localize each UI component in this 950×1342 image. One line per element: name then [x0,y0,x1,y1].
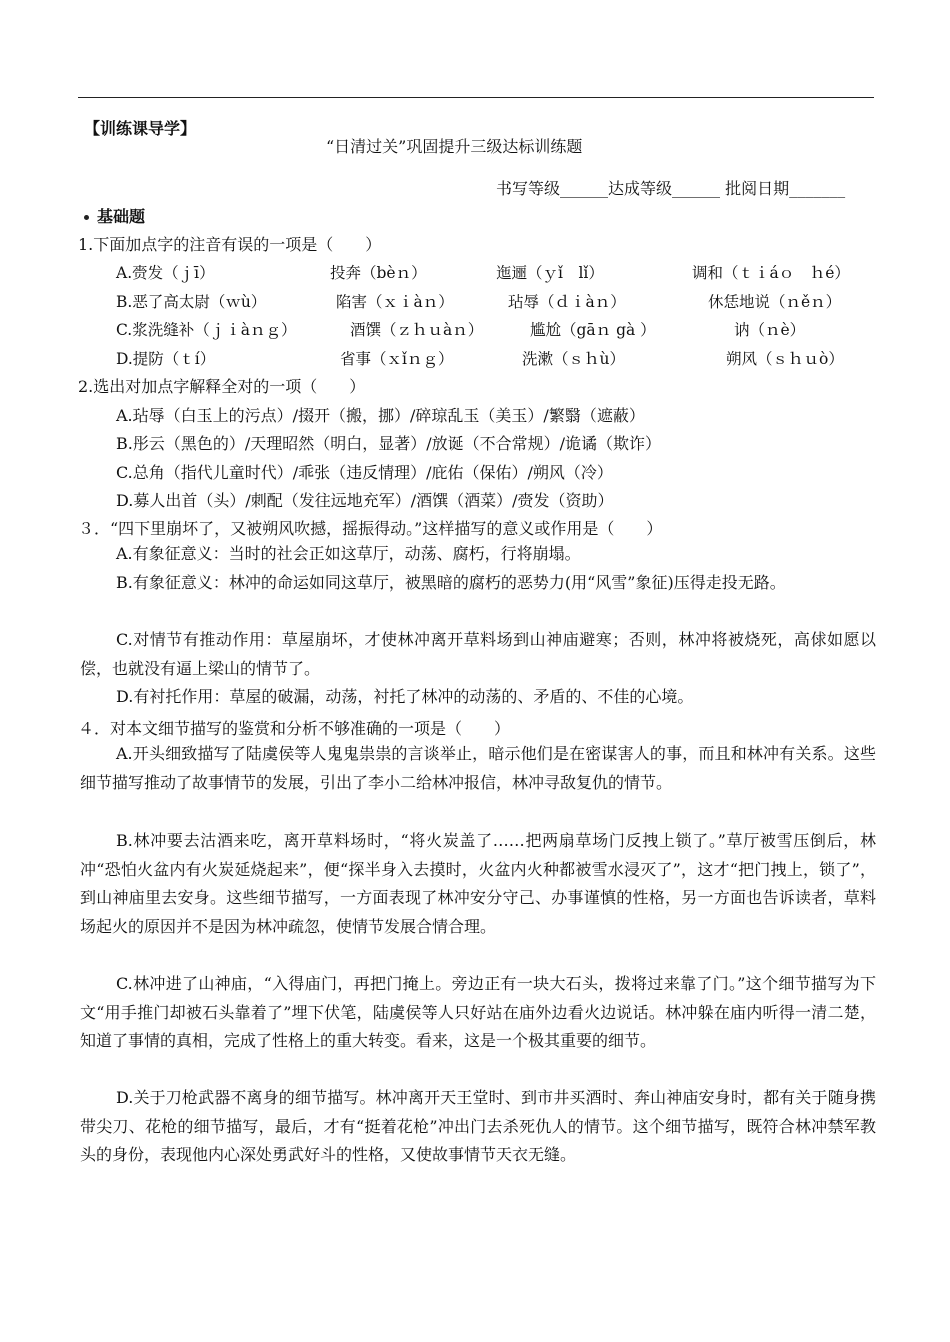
q1-option-d-2: 省事（ｘǐｎｇ） [340,350,454,368]
section-heading [84,204,145,227]
q2-option-d: D.募人出首（头）/刺配（发往远地充军）/酒馔（酒菜）/赍发（资助） [116,491,614,510]
q4-option-c: C.林冲进了山神庙，“入得庙门，再把门掩上。旁边正有一块大石头，拨将过来靠了门。”这个细节描写为下文“用手推门却被石头靠着了”埋下伏笔，陆虞侯等人只好站在庙外边看火边说话。林冲躲在庙内听得一清二楚，知道了事情的真相，完成了性格上的重大转变。看来，这是一个极其重要的细节。 [80,974,876,1051]
q4-stem: ４．对本文细节描写的鉴赏和分析不够准确的一项是（ ） [78,719,511,738]
q1-option-b-3: 玷辱（ｄｉàｎ） [508,293,626,311]
q3-option-d: D.有衬托作用：草屋的破漏，动荡，衬托了林冲的动荡的、矛盾的、不佳的心境。 [116,687,694,706]
q2-option-b: B.彤云（黑色的）/天理昭然（明白，显著）/放诞（不合常规）/诡谲（欺诈） [116,434,662,453]
q3-option-c: C.对情节有推动作用：草屋崩坏，才使林冲离开草料场到山神庙避寒；否则，林冲将被烧死，高俅如愿以偿，也就没有逼上梁山的情节了。 [80,630,876,678]
q1-option-d-1: D.提防（ｔí） [116,350,216,368]
q4-option-b: B.林冲要去沽酒来吃，离开草料场时，“将火炭盖了……把两扇草场门反拽上锁了。”草厅被雪压倒后，林冲“恐怕火盆内有火炭延烧起来”，便“探半身入去摸时，火盆内火种都被雪水浸灭了”，这才“把门拽上，锁了”，到山神庙里去安身。这些细节描写，一方面表现了林冲安分守己、办事谨慎的性格，另一方面也告诉读者，草料场起火的原因并不是因为林冲疏忽，使情节发展合情合理。 [80,831,876,937]
q1-option-c-1: C.浆洗缝补（ｊｉàｎｇ） [116,321,297,339]
q3-option-b: B.有象征意义：林冲的命运如同这草厅，被黑暗的腐朽的恶势力(用“风雪”象征)压得走投无路。 [116,573,786,592]
bullet-icon [84,215,89,220]
q1-option-a-1: A.赍发（ｊī） [116,264,215,282]
page-title: “日清过关”巩固提升三级达标训练题 [326,137,583,156]
q2-option-a: A.玷辱（白玉上的污点）/掇开（搬，挪）/碎琼乱玉（美玉）/繁翳（遮蔽） [116,406,645,425]
q4-option-d: D.关于刀枪武器不离身的细节描写。林冲离开天王堂时、到市井买酒时、奔山神庙安身时，都有关于随身携带尖刀、花枪的细节描写，最后，才有“挺着花枪”冲出门去杀死仇人的情节。这个细节描写，既符合林冲禁军教头的身份，表现他内心深处勇武好斗的性格，又使故事情节天衣无缝。 [80,1088,876,1165]
grade-fields: 书写等级______达成等级______ 批阅日期_______ [496,179,846,198]
q1-option-c-4: 讷（ｎè） [734,321,806,339]
q3-stem: ３．“四下里崩坏了，又被朔风吹撼，摇振得动。”这样描写的意义或作用是（ ） [78,519,663,538]
section-heading-text: 基础题 [97,207,146,226]
header-rule [78,97,874,98]
q3-option-a: A.有象征意义：当时的社会正如这草厅，动荡、腐朽，行将崩塌。 [116,544,581,563]
q1-option-b-2: 陷害（ｘｉàｎ） [336,293,454,311]
q2-option-c: C.总角（指代儿童时代）/乖张（违反情理）/庇佑（保佑）/朔风（冷） [116,463,613,482]
q1-stem: 1.下面加点字的注音有误的一项是（ ） [78,235,382,254]
q1-option-d-4: 朔风（ｓｈｕò） [726,350,844,368]
q1-option-b-4: 休恁地说（ｎěｎ） [708,293,842,311]
q4-option-a: A.开头细致描写了陆虞侯等人鬼鬼祟祟的言谈举止，暗示他们是在密谋害人的事，而且和林冲有关系。这些细节描写推动了故事情节的发展，引出了李小二给林冲报信，林冲寻敌复仇的情节。 [80,744,876,792]
q2-stem: 2.选出对加点字解释全对的一项（ ） [78,377,366,396]
q1-option-c-3: 尴尬（gāｎ gà ） [530,321,656,339]
q1-option-c-2: 酒馔（ｚｈｕàｎ） [350,321,484,339]
q1-option-b-1: B.恶了高太尉（ｗù） [116,293,267,311]
section-label: 【训练课导学】 [84,119,197,138]
q1-option-a-4: 调和（ｔｉáｏ ｈé） [692,264,850,282]
q1-option-a-3: 迤逦（ｙǐ lǐ） [496,264,604,282]
q1-option-a-2: 投奔（bèｎ） [330,264,427,282]
q1-option-d-3: 洗漱（ｓｈù） [522,350,625,368]
